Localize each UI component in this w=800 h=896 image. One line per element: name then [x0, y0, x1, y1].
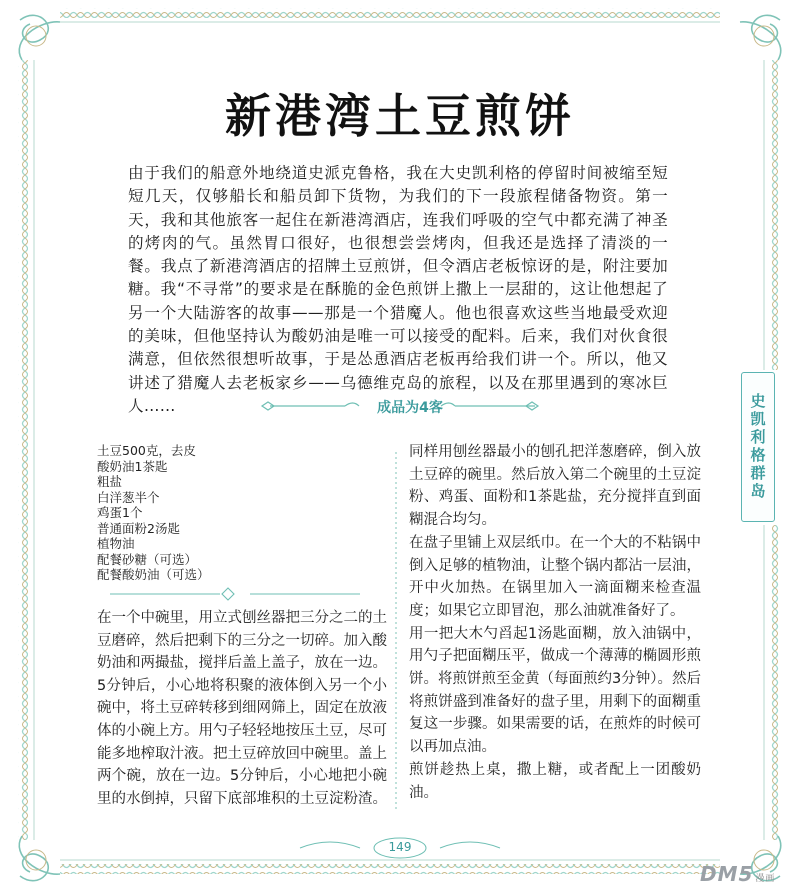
watermark-subtext: 漫画 [755, 874, 776, 884]
site-watermark [700, 862, 775, 886]
ingredient-item: 鸡蛋1个 [97, 505, 143, 520]
steps-right-column [409, 441, 701, 804]
servings-label: 成品为4客 [377, 400, 443, 416]
chapter-side-tab [741, 372, 775, 522]
intro-paragraph: 由于我们的船意外地绕道史派克鲁格，我在大史凯利格的停留时间被缩至短短几天，仅够船长和船员卸下货物，为我们的下一段旅程储备物资。第一天，我和其他旅客一起住在新港湾酒店，连我们呼吸的空气中都充满了神圣的烤肉的气。虽然胃口很好，也很想尝尝烤肉，但我还是选择了清淡的一餐。我点了新港湾酒店的招牌土豆煎饼，但令酒店老板惊讶的是，附注要加糖。我“不寻常”的要求是在酥脆的金色煎饼上撒上一层甜的，这让他想起了另一个大陆游客的故事——那是一个猎魔人。他也很喜欢这些当地最受欢迎的美味，但他坚持认为酸奶油是唯一可以接受的配料。后来，我们对伙食很满意，但依然很想听故事，于是怂恿酒店老板再给我们讲一个。所以，他又讲述了猎魔人去老板家乡——乌德维克岛的旅程，以及在那里遇到的寒冰巨人…… [128, 164, 668, 415]
ingredient-item: 植物油 [97, 536, 135, 551]
step-paragraph: 在一个中碗里，用立式刨丝器把三分之二的土豆磨碎，然后把剩下的三分之一切碎。加入酸奶油和两撮盐，搅拌后盖上盖子，放在一边。5分钟后，小心地将积聚的液体倒入另一个小碗中，将土豆碎转移到细网筛上，固定在放液体的小碗上方。用勺子轻轻地按压土豆，尽可能多地榨取汁液。把土豆碎放回中碗里。盖上两个碗，放在一边。5分钟后，小心地把小碗里的水倒掉，只留下底部堆积的土豆淀粉渣。 [97, 610, 387, 807]
ingredient-item: 土豆500克，去皮 [97, 443, 196, 458]
step-paragraph: 在盘子里铺上双层纸巾。在一个大的不粘锅中倒入足够的植物油，让整个锅内都沾一层油，开中火加热。在锅里加入一滴面糊来检查温度；如果它立即冒泡，那么油就准备好了。 [409, 534, 701, 619]
step-paragraph: 用一把大木勺舀起1汤匙面糊，放入油锅中，用勺子把面糊压平，做成一个薄薄的椭圆形煎饼。将煎饼煎至金黄（每面煎约3分钟）。然后将煎饼盛到准备好的盘子里，用剩下的面糊重复这一步骤。如果需要的话，在煎炸的时候可以再加点油。 [409, 625, 701, 756]
ingredient-item: 白洋葱半个 [97, 489, 160, 505]
watermark-logo-text: DM5 [700, 862, 754, 886]
ingredient-item: 粗盐 [97, 474, 123, 489]
recipe-title: 新港湾土豆煎饼 [225, 89, 575, 143]
step-paragraph: 煎饼趁热上桌，撒上糖，或者配上一团酸奶油。 [409, 761, 701, 801]
ingredient-item: 普通面粉2汤匙 [97, 520, 180, 536]
page-number: 149 [388, 840, 412, 854]
chapter-tab-label: 史凯利格群岛 [748, 393, 767, 501]
ingredients-list [97, 443, 377, 583]
ingredient-item: 配餐酸奶油（可选） [97, 567, 210, 582]
ingredient-item: 配餐砂糖（可选） [97, 551, 198, 567]
step-paragraph: 同样用刨丝器最小的刨孔把洋葱磨碎，倒入放土豆碎的碗里。然后放入第二个碗里的土豆淀粉、鸡蛋、面粉和1茶匙盐，充分搅拌直到面糊混合均匀。 [409, 444, 701, 529]
steps-left-column [97, 607, 387, 810]
ingredient-item: 酸奶油1茶匙 [97, 458, 168, 474]
